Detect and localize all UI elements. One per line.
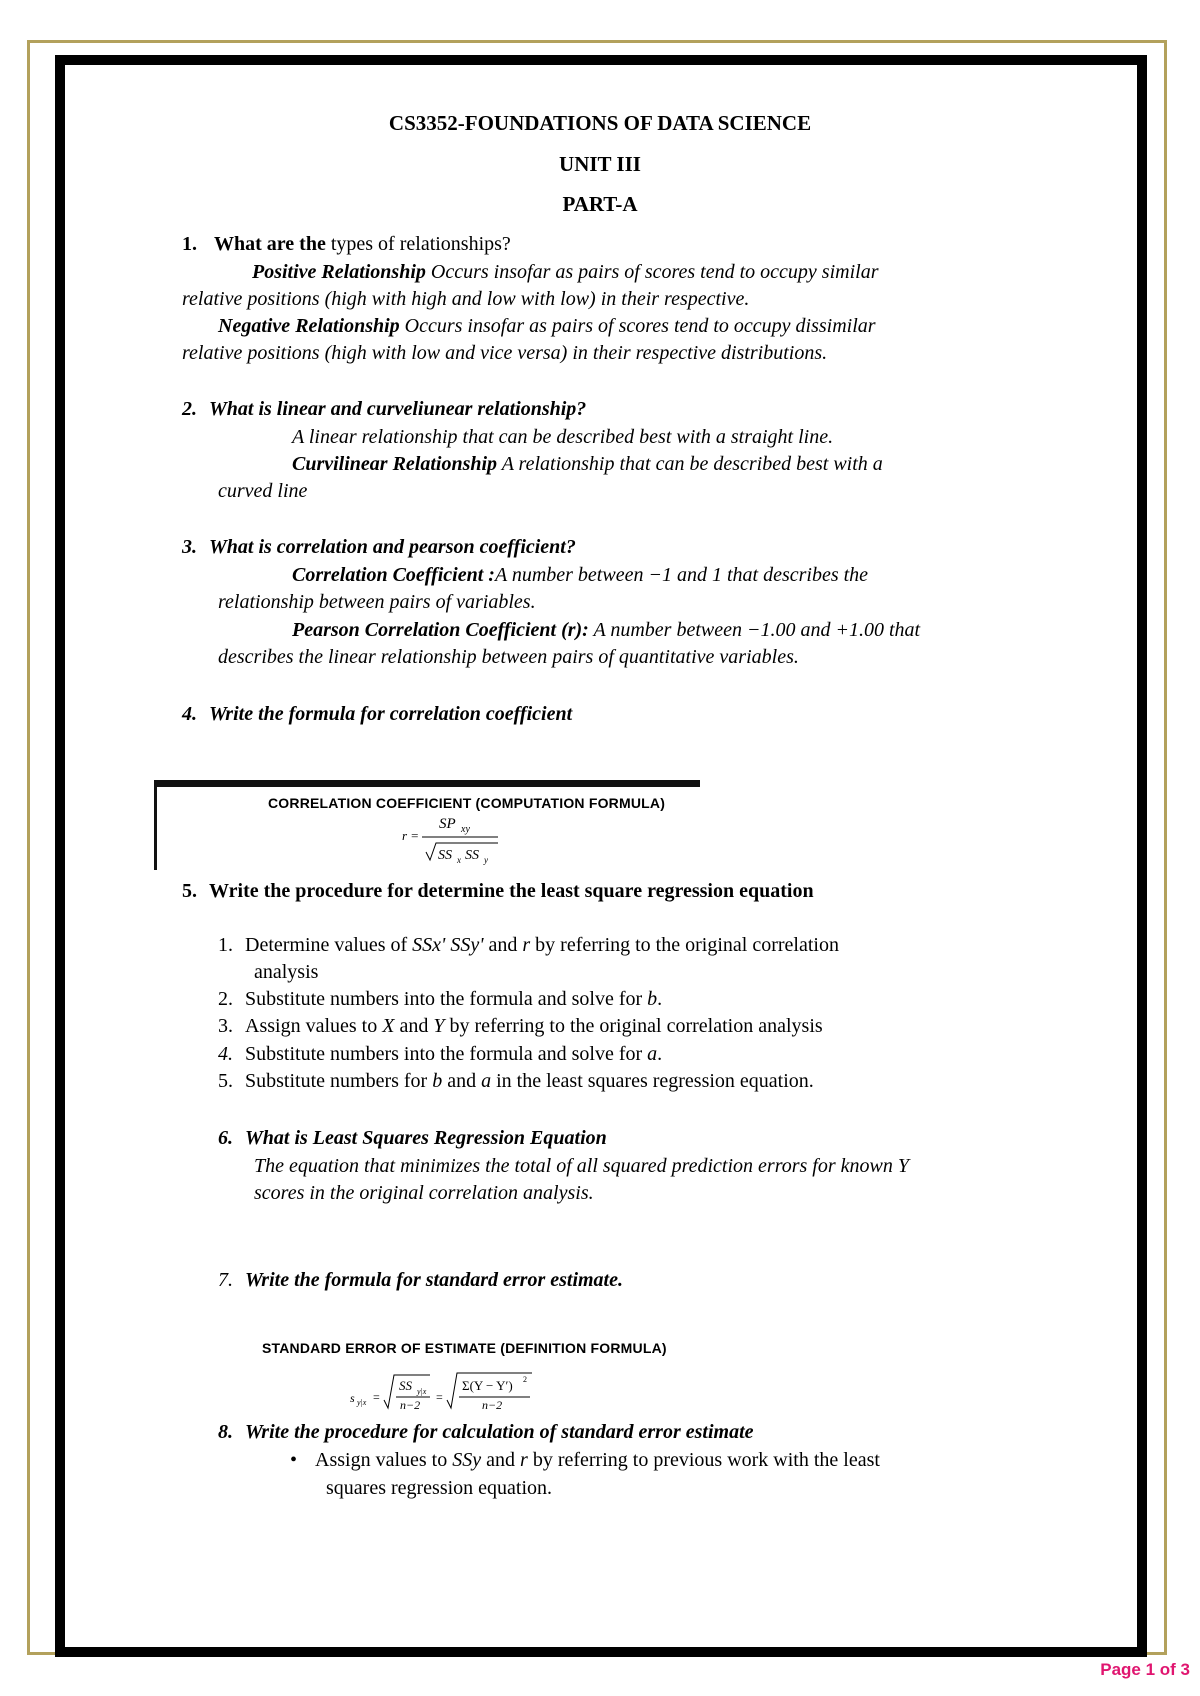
- question-8: [218, 1418, 754, 1446]
- step-4-text-c: .: [657, 1043, 663, 1065]
- correlation-formula-math: [154, 780, 700, 870]
- question-2-number: 2.: [182, 398, 197, 420]
- positive-relationship-def-2: relative positions (high with high and low with low) in their respective.: [182, 288, 750, 310]
- bullet-text-d: r: [520, 1449, 528, 1471]
- correlation-coefficient-def-1: A number between −1 and 1 that describes the: [494, 564, 869, 586]
- part-title: PART-A: [562, 192, 638, 216]
- question-3-text: What is correlation and pearson coefficient?: [209, 536, 576, 558]
- formula-lhs: r =: [402, 828, 420, 843]
- pearson-line: [292, 616, 920, 644]
- question-8-text: Write the procedure for calculation of standard error estimate: [245, 1421, 754, 1443]
- step-3-text-d: Y: [433, 1015, 445, 1037]
- step-5-number: 5.: [218, 1070, 233, 1092]
- question-2: [182, 395, 586, 423]
- pearson-def-2: describes the linear relationship between pairs of quantitative variables.: [218, 646, 799, 668]
- step-1-text-b: SSx' SSy': [412, 934, 484, 956]
- step-4-number: 4.: [218, 1043, 233, 1065]
- step-2: [218, 985, 662, 1013]
- step-2-number: 2.: [218, 988, 233, 1010]
- question-1-number: 1.: [182, 233, 197, 255]
- se-equals-1: =: [373, 1390, 380, 1404]
- negative-relationship-def-2: relative positions (high with low and vice versa) in their respective distributions.: [182, 342, 828, 364]
- pearson-def-1: A number between −1.00 and +1.00 that: [588, 619, 921, 641]
- question-1-rest: types of relationships?: [325, 233, 511, 255]
- question-6-answer-1: The equation that minimizes the total of all squared prediction errors for known Y: [254, 1155, 909, 1177]
- step-1-text-a: Determine values of: [245, 934, 413, 956]
- step-4-text-b: a: [647, 1043, 658, 1065]
- curvilinear-def-2: curved line: [218, 480, 308, 502]
- step-3-number: 3.: [218, 1015, 233, 1037]
- question-7: [218, 1266, 623, 1294]
- standard-error-formula-title: STANDARD ERROR OF ESTIMATE (DEFINITION FORMULA): [262, 1340, 667, 1356]
- step-1-continued: analysis: [254, 961, 319, 983]
- se-square: 2: [523, 1375, 527, 1384]
- correlation-formula-title: CORRELATION COEFFICIENT (COMPUTATION FORMULA): [268, 795, 666, 811]
- positive-relationship-line: [252, 258, 878, 286]
- curvilinear-def-1: A relationship that can be described best with a: [497, 453, 883, 475]
- se-sum: Σ(Y − Y′): [462, 1378, 513, 1393]
- bullet-icon: •: [290, 1449, 298, 1471]
- step-2-text-b: b: [647, 988, 658, 1010]
- step-5-text-d: a: [481, 1070, 492, 1092]
- correlation-formula-image: [154, 780, 700, 870]
- question-8-bullet-cont: squares regression equation.: [326, 1477, 553, 1499]
- correlation-coefficient-line: [292, 561, 868, 589]
- step-1-text-c: and: [483, 934, 523, 956]
- step-2-text-c: .: [657, 988, 663, 1010]
- question-4-text: Write the formula for correlation coefficient: [209, 703, 573, 725]
- curvilinear-line: [292, 450, 883, 478]
- question-2-text: What is linear and curveliunear relationship?: [209, 398, 587, 420]
- positive-relationship-term: Positive Relationship: [252, 261, 426, 283]
- standard-error-formula-image: [262, 1340, 667, 1410]
- step-5-text-a: Substitute numbers for: [245, 1070, 433, 1092]
- negative-relationship-def-1: Occurs insofar as pairs of scores tend to occupy dissimilar: [399, 315, 876, 337]
- se-ss: SS: [399, 1378, 412, 1393]
- step-5-text-b: b: [432, 1070, 443, 1092]
- question-5-number: 5.: [182, 880, 197, 902]
- question-5: [182, 877, 814, 905]
- se-lhs-sub: y|x: [357, 1398, 367, 1407]
- se-den-1: n−2: [400, 1398, 421, 1410]
- bullet-text-b: SSy: [452, 1449, 482, 1471]
- formula-denominator-1: SS: [438, 848, 452, 863]
- step-3-text-e: by referring to the original correlation analysis: [444, 1015, 823, 1037]
- step-3-text-b: X: [382, 1015, 395, 1037]
- se-den-2: n−2: [482, 1398, 503, 1410]
- pearson-term: Pearson Correlation Coefficient (r):: [292, 619, 589, 641]
- question-3-number: 3.: [182, 536, 197, 558]
- question-5-text: Write the procedure for determine the least square regression equation: [209, 880, 814, 902]
- negative-relationship-term: Negative Relationship: [218, 315, 400, 337]
- question-6-text: What is Least Squares Regression Equation: [245, 1127, 607, 1149]
- bullet-text-e: by referring to previous work with the least: [527, 1449, 880, 1471]
- correlation-coefficient-term: Correlation Coefficient :: [292, 564, 495, 586]
- formula-denominator-sub-2: y: [484, 855, 488, 865]
- step-1-text-d: r: [522, 934, 531, 956]
- bullet-text-c: and: [481, 1449, 521, 1471]
- page-number-label: Page 1 of 3: [1100, 1660, 1190, 1679]
- formula-numerator: SP: [439, 816, 456, 832]
- step-4-text-a: Substitute numbers into the formula and solve for: [245, 1043, 648, 1065]
- course-title: CS3352-FOUNDATIONS OF DATA SCIENCE: [388, 111, 812, 135]
- se-equals-2: =: [436, 1390, 443, 1404]
- question-6-number: 6.: [218, 1127, 233, 1149]
- question-6-answer-2: scores in the original correlation analysis.: [254, 1182, 594, 1204]
- se-lhs: s: [350, 1391, 355, 1405]
- step-5-text-c: and: [442, 1070, 482, 1092]
- bullet-text-a: Assign values to: [315, 1449, 453, 1471]
- standard-error-formula-math: [262, 1340, 662, 1410]
- question-3: [182, 533, 576, 561]
- formula-numerator-sub: xy: [461, 824, 470, 835]
- formula-denominator-sub-1: x: [457, 855, 461, 865]
- step-3-text-a: Assign values to: [245, 1015, 383, 1037]
- step-5: [218, 1067, 814, 1095]
- step-2-text-a: Substitute numbers into the formula and solve for: [245, 988, 648, 1010]
- question-6: [218, 1124, 607, 1152]
- question-7-text: Write the formula for standard error estimate.: [245, 1269, 623, 1291]
- question-8-bullet: [290, 1446, 880, 1474]
- question-4-number: 4.: [182, 703, 197, 725]
- step-1-number: 1.: [218, 934, 233, 956]
- negative-relationship-line: [218, 312, 876, 340]
- step-4: [218, 1040, 662, 1068]
- step-5-text-e: in the least squares regression equation.: [491, 1070, 814, 1092]
- question-7-number: 7.: [218, 1269, 233, 1291]
- step-3-text-c: and: [394, 1015, 434, 1037]
- question-8-number: 8.: [218, 1421, 233, 1443]
- step-1-text-e: by referring to the original correlation: [530, 934, 839, 956]
- correlation-coefficient-def-2: relationship between pairs of variables.: [218, 591, 536, 613]
- linear-relationship-def: A linear relationship that can be described best with a straight line.: [292, 426, 834, 448]
- positive-relationship-def-1: Occurs insofar as pairs of scores tend to occupy similar: [425, 261, 879, 283]
- step-1: [218, 931, 839, 959]
- question-1-bold: What are the: [214, 233, 326, 255]
- question-4: [182, 700, 572, 728]
- se-ss-sub: y|x: [417, 1387, 427, 1396]
- unit-title: UNIT III: [559, 152, 641, 176]
- question-1: [182, 230, 511, 258]
- formula-denominator-2: SS: [465, 848, 479, 863]
- step-3: [218, 1012, 823, 1040]
- curvilinear-term: Curvilinear Relationship: [292, 453, 498, 475]
